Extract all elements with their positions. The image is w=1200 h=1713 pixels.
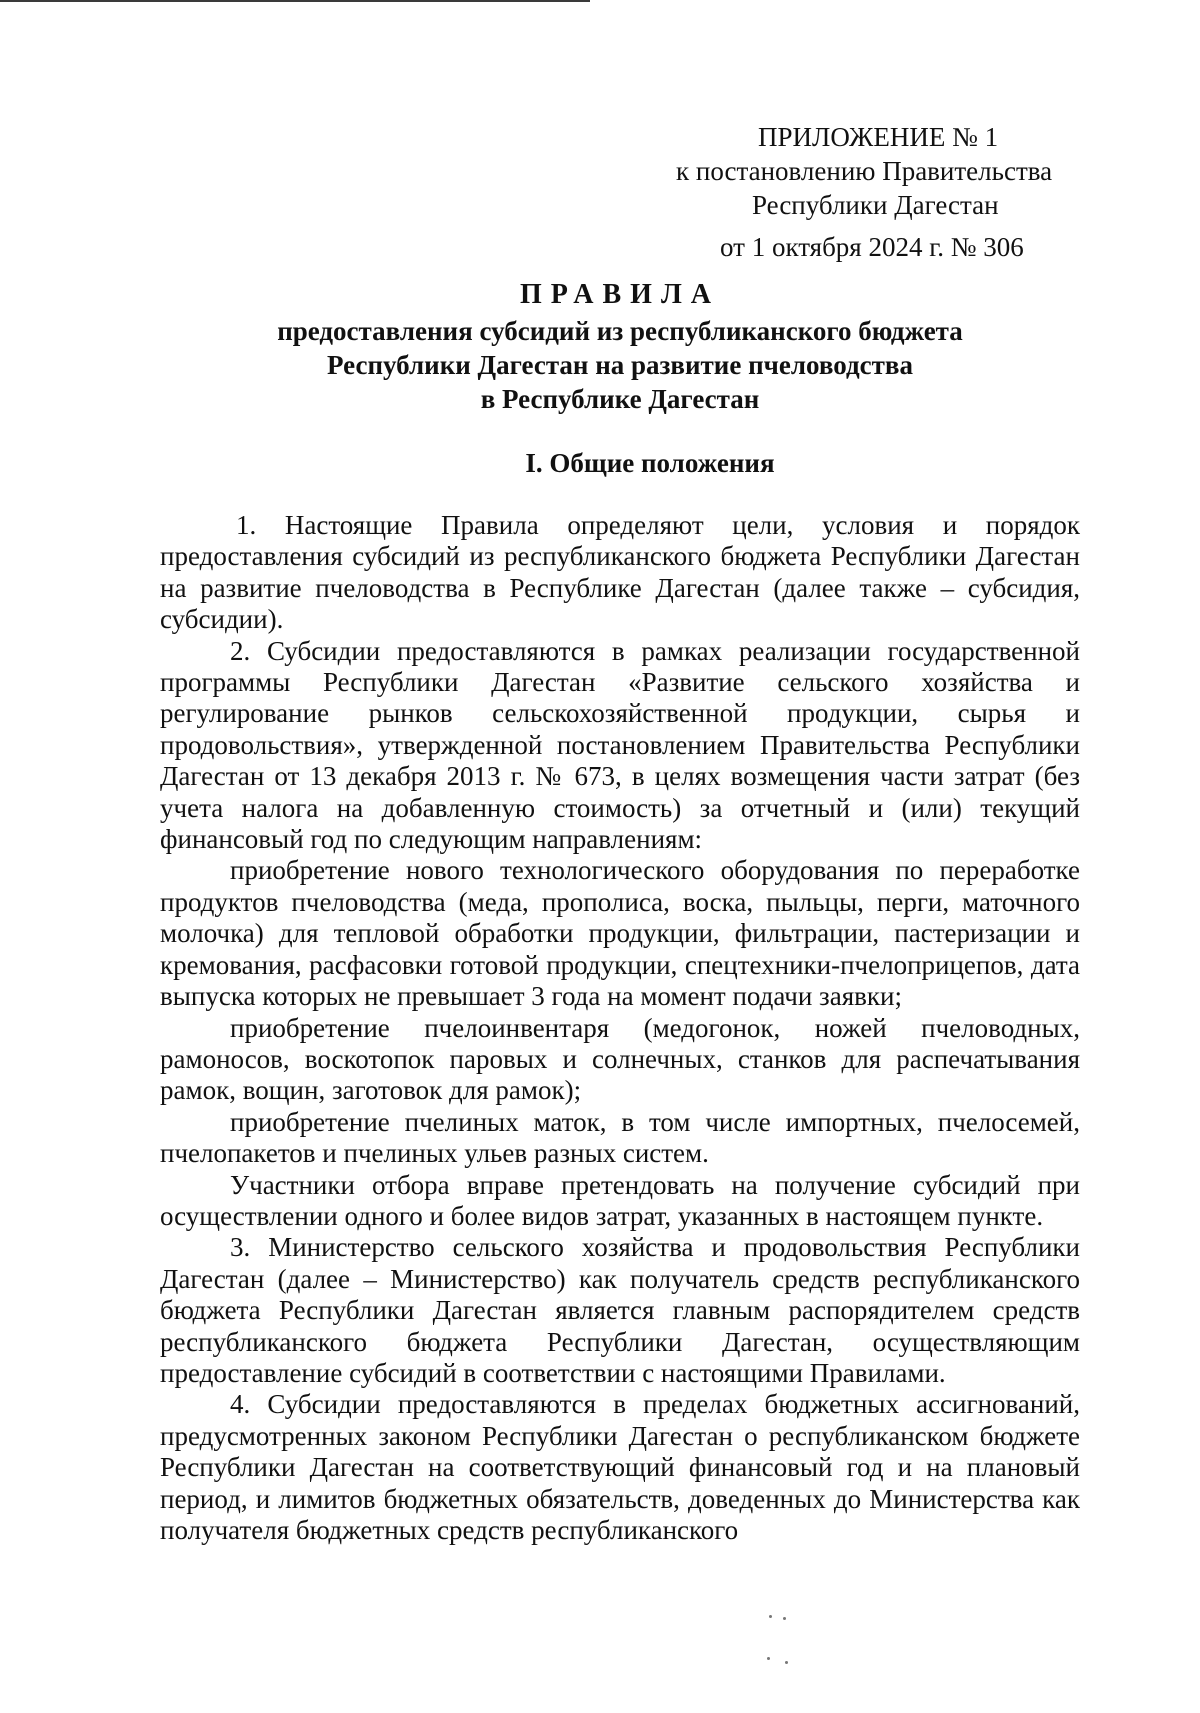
- title-main: ПРАВИЛА: [519, 279, 721, 310]
- scan-edge-line: [0, 0, 590, 2]
- appendix-number: ПРИЛОЖЕНИЕ № 1: [758, 122, 999, 152]
- paragraph-2-item-1: приобретение нового технологического оборудования по переработке продуктов пчеловодства (меда, прополиса, воска, пыльцы, перги, маточного молочка) для тепловой обработки продукции, фильтрации, пастеризации и кремования, расфасовки готовой продукции, спецтехники-пчелоприцепов, дата выпуска которых не превышает 3 года на момент подачи заявки;: [160, 855, 1080, 1012]
- paragraph-2-note: Участники отбора вправе претендовать на получение субсидий при осуществлении одного и более видов затрат, указанных в настоящем пункте.: [160, 1169, 1080, 1231]
- document-title: [160, 278, 1080, 416]
- appendix-header: [640, 120, 1100, 264]
- paragraph-4: 4. Субсидии предоставляются в пределах бюджетных ассигнований, предусмотренных законом Республики Дагестан о республиканском бюджете Республики Дагестан на соответствующий финансовый год и на плановый период, и лимитов бюджетных обязательств, доведенных до Министерства как получателя бюджетных средств республиканского: [160, 1389, 1080, 1545]
- title-line-1: предоставления субсидий из республиканского бюджета: [277, 316, 963, 346]
- appendix-reference: к постановлению Правительства: [676, 156, 1053, 186]
- title-line-3: в Республике Дагестан: [480, 384, 760, 414]
- scan-speck: [785, 1661, 788, 1664]
- scan-specks: [765, 1613, 795, 1673]
- paragraph-2-item-2: приобретение пчелоинвентаря (медогонок, ножей пчеловодных, рамоносов, воскотопок паровых и солнечных, станков для распечатывания рамок, вощин, заготовок для рамок);: [160, 1012, 1080, 1106]
- paragraph-2-item-3: приобретение пчелиных маток, в том числе импортных, пчелосемей, пчелопакетов и пчелиных ульев разных систем.: [160, 1106, 1080, 1169]
- appendix-date: от 1 октября 2024 г. № 306: [720, 232, 1024, 262]
- scan-speck: [767, 1657, 770, 1660]
- scan-speck: [783, 1617, 786, 1620]
- paragraph-2: 2. Субсидии предоставляются в рамках реализации государственной программы Республики Дагестан «Развитие сельского хозяйства и регулирование рынков сельскохозяйственной продукции, сырья и продовольствия», утвержденной постановлением Правительства Республики Дагестан от 13 декабря 2013 г. № 673, в целях возмещения части затрат (без учета налога на добавленную стоимость) за отчетный и (или) текущий финансовый год по следующим направлениям:: [160, 635, 1080, 855]
- section-heading: I. Общие положения: [525, 448, 775, 478]
- scan-speck: [769, 1615, 772, 1618]
- paragraph-1: 1. Настоящие Правила определяют цели, условия и порядок предоставления субсидий из республиканского бюджета Республики Дагестан на развитие пчеловодства в Республике Дагестан (далее также – субсидия, субсидии).: [160, 510, 1080, 635]
- title-line-2: Республики Дагестан на развитие пчеловодства: [327, 350, 913, 380]
- appendix-region: Республики Дагестан: [752, 190, 999, 220]
- body-text: [160, 510, 1080, 1546]
- paragraph-3: 3. Министерство сельского хозяйства и продовольствия Республики Дагестан (далее – Министерство) как получатель средств республиканского бюджета Республики Дагестан является главным распорядителем средств республиканского бюджета Республики Дагестан, осуществляющим предоставление субсидий в соответствии с настоящими Правилами.: [160, 1232, 1080, 1388]
